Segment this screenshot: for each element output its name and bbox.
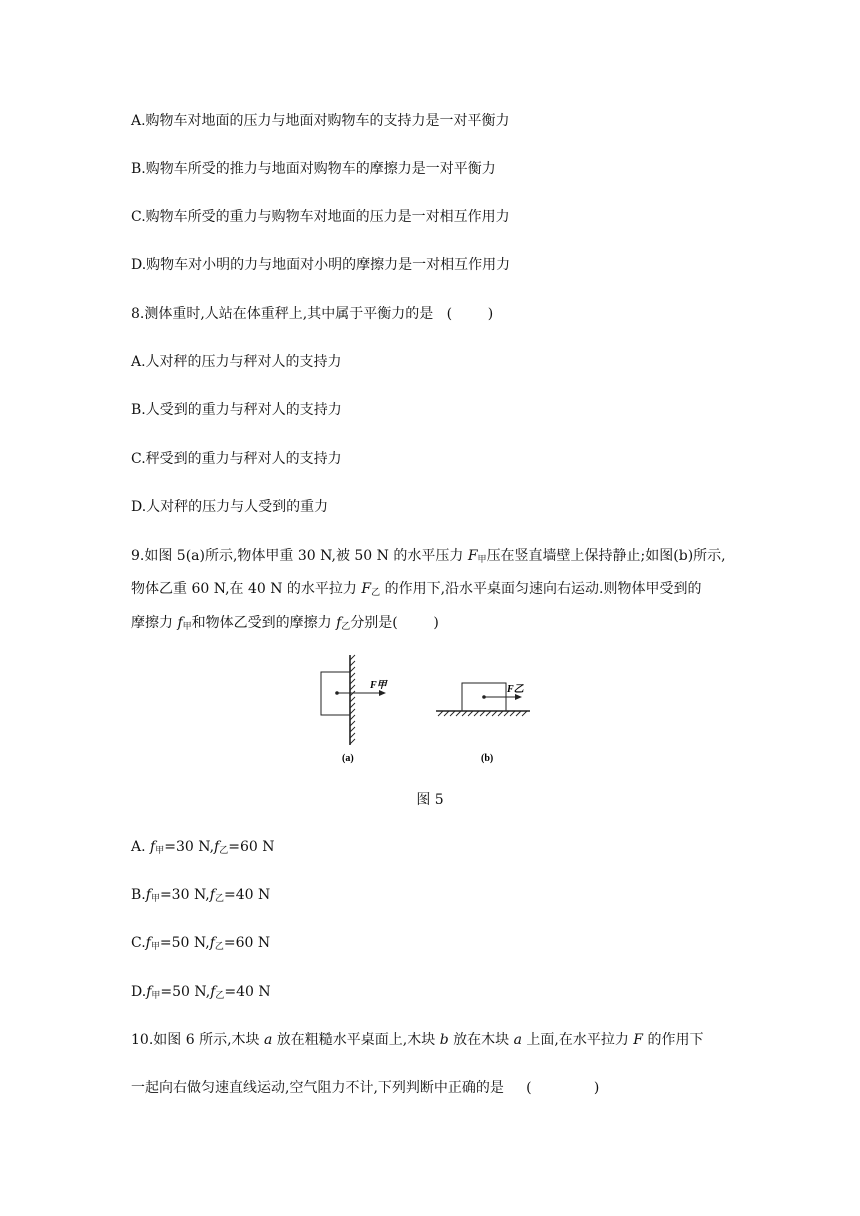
q9-stem-line-2 — [131, 579, 701, 603]
label-f-yi: F乙 — [507, 684, 524, 695]
q8-option-c: C.秤受到的重力与秤对人的支持力 — [131, 451, 342, 467]
subscript-jia: 甲 — [477, 555, 487, 565]
force-symbol: F — [467, 548, 478, 564]
q8-stem — [131, 304, 493, 324]
q9-option-c — [131, 933, 270, 957]
value-jia: =30 N, — [159, 887, 210, 903]
friction-symbol: f — [209, 935, 215, 951]
option-letter: D. — [131, 984, 147, 1000]
q10-text: 的作用下 — [643, 1032, 704, 1048]
q8-answer-paren: ( ) — [446, 306, 494, 322]
friction-symbol: f — [177, 615, 183, 631]
subscript-jia: 甲 — [155, 846, 165, 856]
subscript-yi: 乙 — [214, 894, 224, 904]
q9-text: 摩擦力 — [131, 615, 178, 631]
q9-option-b — [131, 885, 270, 909]
figure-b — [436, 683, 530, 764]
q9-text: 分别是( ) — [350, 615, 439, 631]
q8-stem-text: 8.测体重时,人站在体重秤上,其中属于平衡力的是 — [131, 306, 434, 322]
value-jia: =30 N, — [164, 839, 215, 855]
option-letter: A. — [131, 839, 151, 855]
block-a-symbol: a — [513, 1032, 522, 1048]
figure-caption: 图 5 — [416, 792, 444, 808]
subscript-yi: 乙 — [215, 991, 225, 1001]
subscript-jia: 甲 — [150, 894, 160, 904]
subscript-yi: 乙 — [371, 588, 381, 598]
friction-symbol: f — [336, 615, 342, 631]
q10-text: 上面,在水平拉力 — [521, 1032, 634, 1048]
q9-text: 9.如图 5(a)所示,物体甲重 30 N,被 50 N 的水平压力 — [131, 548, 468, 564]
q9-stem-line-1 — [131, 546, 726, 570]
friction-symbol: f — [150, 839, 156, 855]
block-b-symbol: b — [439, 1032, 449, 1048]
option-letter: B. — [131, 887, 146, 903]
q10-answer-paren: ( ) — [526, 1080, 600, 1096]
value-yi: =60 N — [228, 839, 275, 855]
q7-option-d: D.购物车对小明的力与地面对小明的摩擦力是一对相互作用力 — [131, 257, 511, 273]
subscript-yi: 乙 — [214, 942, 224, 952]
q10-text: 10.如图 6 所示,木块 — [131, 1032, 264, 1048]
friction-symbol: f — [210, 984, 216, 1000]
q9-option-d — [131, 982, 271, 1006]
q10-text: 放在木块 — [448, 1032, 514, 1048]
q9-text: 物体乙重 60 N,在 40 N 的水平拉力 — [131, 581, 362, 597]
friction-symbol: f — [145, 887, 151, 903]
figure-5-diagram — [300, 650, 560, 770]
subscript-jia: 甲 — [150, 942, 160, 952]
q7-option-b: B.购物车所受的推力与地面对购物车的摩擦力是一对平衡力 — [131, 161, 496, 177]
q9-text: 和物体乙受到的摩擦力 — [191, 615, 337, 631]
figure-a — [321, 655, 389, 764]
block-a-symbol: a — [263, 1032, 273, 1048]
q8-option-b: B.人受到的重力与秤对人的支持力 — [131, 402, 342, 418]
option-letter: C. — [131, 935, 146, 951]
value-yi: =60 N — [223, 935, 271, 951]
force-symbol: F — [361, 581, 372, 597]
q7-option-a: A.购物车对地面的压力与地面对购物车的支持力是一对平衡力 — [131, 113, 510, 129]
subscript-jia: 甲 — [182, 622, 192, 632]
q10-text: 一起向右做匀速直线运动,空气阻力不计,下列判断中正确的是 — [131, 1080, 504, 1096]
q10-stem-line-2 — [131, 1078, 599, 1098]
subscript-yi: 乙 — [219, 846, 229, 856]
q10-text: 放在粗糙水平桌面上,木块 — [272, 1032, 440, 1048]
label-b: (b) — [481, 753, 494, 764]
subscript-jia: 甲 — [151, 991, 161, 1001]
value-jia: =50 N, — [159, 935, 210, 951]
q8-option-d: D.人对秤的压力与人受到的重力 — [131, 499, 329, 515]
friction-symbol: f — [146, 984, 152, 1000]
force-symbol: F — [633, 1032, 644, 1048]
q9-option-a — [131, 837, 274, 861]
label-f-jia: F甲 — [370, 680, 387, 691]
friction-symbol: f — [145, 935, 151, 951]
friction-symbol: f — [209, 887, 215, 903]
label-a: (a) — [342, 753, 354, 764]
subscript-yi: 乙 — [341, 622, 351, 632]
q9-text: 的作用下,沿水平桌面匀速向右运动.则物体甲受到的 — [380, 581, 702, 597]
value-yi: =40 N — [223, 887, 271, 903]
friction-symbol: f — [214, 839, 220, 855]
q10-stem-line-1 — [131, 1030, 703, 1050]
value-yi: =40 N — [224, 984, 271, 1000]
q8-option-a: A.人对秤的压力与秤对人的支持力 — [131, 354, 342, 370]
value-jia: =50 N, — [160, 984, 211, 1000]
q9-text: 压在竖直墙壁上保持静止;如图(b)所示, — [486, 548, 726, 564]
q7-option-c: C.购物车所受的重力与购物车对地面的压力是一对相互作用力 — [131, 209, 510, 225]
q9-stem-line-3 — [131, 613, 439, 637]
